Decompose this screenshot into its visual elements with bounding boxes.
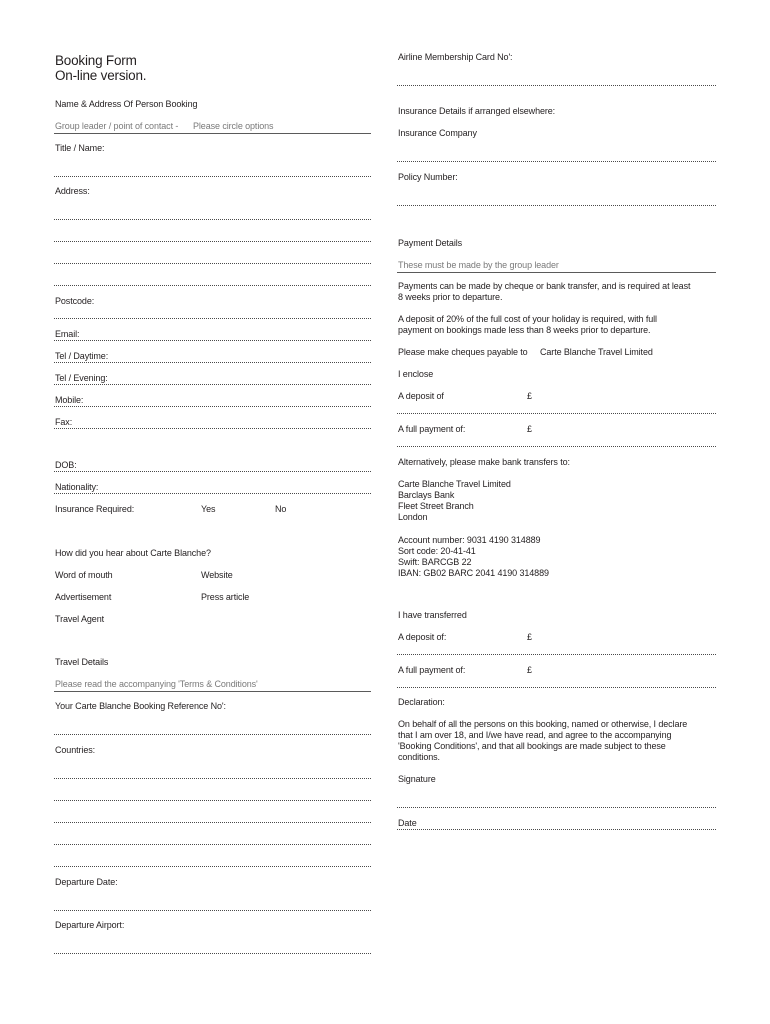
tel-evening-label: Tel / Evening: [55,373,108,383]
policy-number-field[interactable] [397,205,716,206]
date-field[interactable] [397,829,716,830]
email-field[interactable] [54,340,371,341]
departure-date-label: Departure Date: [55,877,118,887]
countries-field-line[interactable] [54,822,371,823]
title-name-field[interactable] [54,176,371,177]
currency-symbol: £ [527,632,532,642]
circle-options-note: Please circle options [193,121,274,131]
insurance-company-label: Insurance Company [398,128,477,138]
nationality-label: Nationality: [55,482,99,492]
section-divider [54,691,371,692]
cheques-payable-label: Please make cheques payable to [398,347,528,357]
insurance-no-option[interactable]: No [275,504,287,514]
transfer-full-payment-field[interactable] [397,687,716,688]
deposit-paragraph: A deposit of 20% of the full cost of your holiday is required, with full payment on bookings made less than 8 weeks prior to departure. [398,314,657,335]
departure-airport-label: Departure Airport: [55,920,125,930]
booking-reference-field[interactable] [54,734,371,735]
countries-field-line[interactable] [54,866,371,867]
declaration-text: On behalf of all the persons on this booking, named or otherwise, I declare that I am over 18, and I/we have read, and agree to the accompanying 'Booking Conditions', and that all bookings are made subject to these conditions. [398,719,688,762]
page-subtitle: On-line version. [55,68,147,83]
address-label: Address: [55,186,90,196]
option-press-article[interactable]: Press article [201,592,250,602]
group-leader-note: These must be made by the group leader [398,260,559,270]
departure-airport-field[interactable] [54,953,371,954]
title-name-label: Title / Name: [55,143,105,153]
booking-reference-label: Your Carte Blanche Booking Reference No': [55,701,226,711]
transfer-deposit-label: A deposit of: [398,632,447,642]
insurance-elsewhere-label: Insurance Details if arranged elsewhere: [398,106,556,116]
currency-symbol: £ [527,424,532,434]
dob-field[interactable] [54,471,371,472]
insurance-yes-option[interactable]: Yes [201,504,216,514]
tel-daytime-label: Tel / Daytime: [55,351,109,361]
bank-transfer-intro: Alternatively, please make bank transfers to: [398,457,570,467]
i-enclose-label: I enclose [398,369,434,379]
bank-address: Carte Blanche Travel Limited Barclays Bank Fleet Street Branch London [398,479,511,522]
fax-label: Fax: [55,417,73,427]
account-details: Account number: 9031 4190 314889 Sort code: 20-41-41 Swift: BARCGB 22 IBAN: GB02 BARC 2041 4190 314889 [398,535,549,578]
section-divider [397,272,716,273]
countries-label: Countries: [55,745,96,755]
countries-field-line[interactable] [54,844,371,845]
countries-field-line[interactable] [54,778,371,779]
section-divider [54,133,371,134]
dob-label: DOB: [55,460,77,470]
countries-field-line[interactable] [54,800,371,801]
travel-details-heading: Travel Details [55,657,109,667]
option-advertisement[interactable]: Advertisement [55,592,112,602]
enclose-deposit-label: A deposit of [398,391,444,401]
hear-about-question: How did you hear about Carte Blanche? [55,548,211,558]
date-label: Date [398,818,417,828]
payment-details-heading: Payment Details [398,238,463,248]
tel-daytime-field[interactable] [54,362,371,363]
declaration-label: Declaration: [398,697,445,707]
group-leader-prompt: Group leader / point of contact - [55,121,179,131]
fax-field[interactable] [54,428,371,429]
enclose-full-payment-field[interactable] [397,446,716,447]
insurance-required-label: Insurance Required: [55,504,135,514]
signature-label: Signature [398,774,436,784]
i-have-transferred-label: I have transferred [398,610,467,620]
page-title: Booking Form [55,53,137,68]
mobile-field[interactable] [54,406,371,407]
address-field-line[interactable] [54,285,371,286]
postcode-label: Postcode: [55,296,95,306]
currency-symbol: £ [527,391,532,401]
option-travel-agent[interactable]: Travel Agent [55,614,104,624]
mobile-label: Mobile: [55,395,84,405]
currency-symbol: £ [527,665,532,675]
signature-field[interactable] [397,807,716,808]
address-field-line[interactable] [54,263,371,264]
transfer-full-payment-label: A full payment of: [398,665,466,675]
enclose-deposit-field[interactable] [397,413,716,414]
tel-evening-field[interactable] [54,384,371,385]
address-field-line[interactable] [54,241,371,242]
insurance-company-field[interactable] [397,161,716,162]
address-field-line[interactable] [54,219,371,220]
option-word-of-mouth[interactable]: Word of mouth [55,570,113,580]
payments-paragraph: Payments can be made by cheque or bank transfer, and is required at least 8 weeks prior to departure. [398,281,691,302]
cheques-payee: Carte Blanche Travel Limited [540,347,653,357]
email-label: Email: [55,329,80,339]
nationality-field[interactable] [54,493,371,494]
departure-date-field[interactable] [54,910,371,911]
postcode-field[interactable] [54,318,371,319]
terms-note: Please read the accompanying 'Terms & Conditions' [55,679,258,689]
option-website[interactable]: Website [201,570,233,580]
airline-card-label: Airline Membership Card No': [398,52,513,62]
transfer-deposit-field[interactable] [397,654,716,655]
policy-number-label: Policy Number: [398,172,458,182]
airline-card-field[interactable] [397,85,716,86]
enclose-full-payment-label: A full payment of: [398,424,466,434]
name-address-heading: Name & Address Of Person Booking [55,99,198,109]
